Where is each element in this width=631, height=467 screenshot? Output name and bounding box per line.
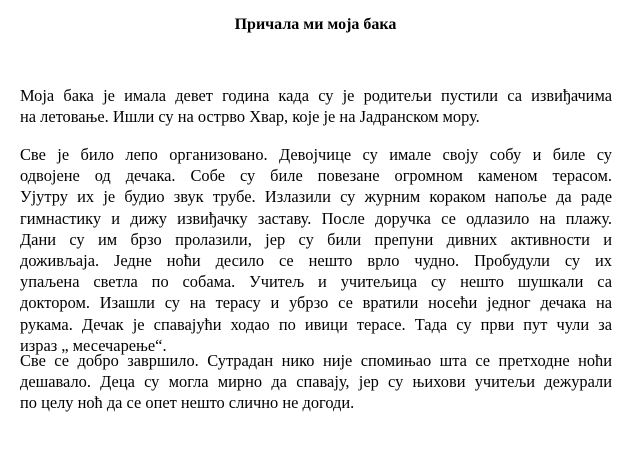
paragraph-3 [20,350,612,414]
paragraph-2-line-5: Дани су им брзо пролазили, јер су били препуни дивних активности и [20,229,612,249]
paragraph-2-line-7: упаљена светла по собама. Учитељ и учитељица су нешто шушкали са [20,272,612,292]
document-title: Причала ми моја бака [234,16,397,33]
paragraph-2-line-2: одвојене од дечака. Собе су биле повезане огромном каменом терасом. [20,166,612,186]
paragraph-1 [20,85,612,127]
paragraph-2 [20,144,612,356]
paragraph-2-line-3: Ујутру их је будио звук трубе. Излазили су журним кораком напоље да раде [20,187,612,207]
paragraph-2-line-6: доживљаја. Једне ноћи десило се нешто врло чудно. Пробудули су их [20,250,612,270]
paragraph-2-line-8: доктором. Изашли су на терасу и убрзо се вратили носећи једног дечака на [20,293,612,313]
paragraph-2-line-1: Све је било лепо организовано. Девојчице су имале своју собу и биле су [20,145,612,164]
paragraph-2-line-9: рукама. Дечак је спавајући ходао по ивици терасе. Тада су први пут чули за [20,314,612,334]
paragraph-1-line-1: Моја бака је имала девет година када су је родитељи пустили са извиђачима [20,86,612,105]
paragraph-3-line-3: по целу ноћ да се опет нешто слично не догоди. [20,393,355,413]
paragraph-2-line-10: израз „ месечарење“. [20,335,167,355]
paragraph-1-line-2: на летовање. Ишли су на острво Хвар, које је на Јадранском мору. [20,107,480,127]
paragraph-3-line-2: дешавало. Деца су могла мирно да спавају, јер су њихови учитељи дежурали [20,372,612,392]
paragraph-2-line-4: гимнастику и дижу извиђачку заставу. После доручка се одлазило на плажу. [20,208,612,228]
paragraph-3-line-1: Све се добро завршило. Сутрадан нико није спомињао шта се претходне ноћи [20,351,612,370]
